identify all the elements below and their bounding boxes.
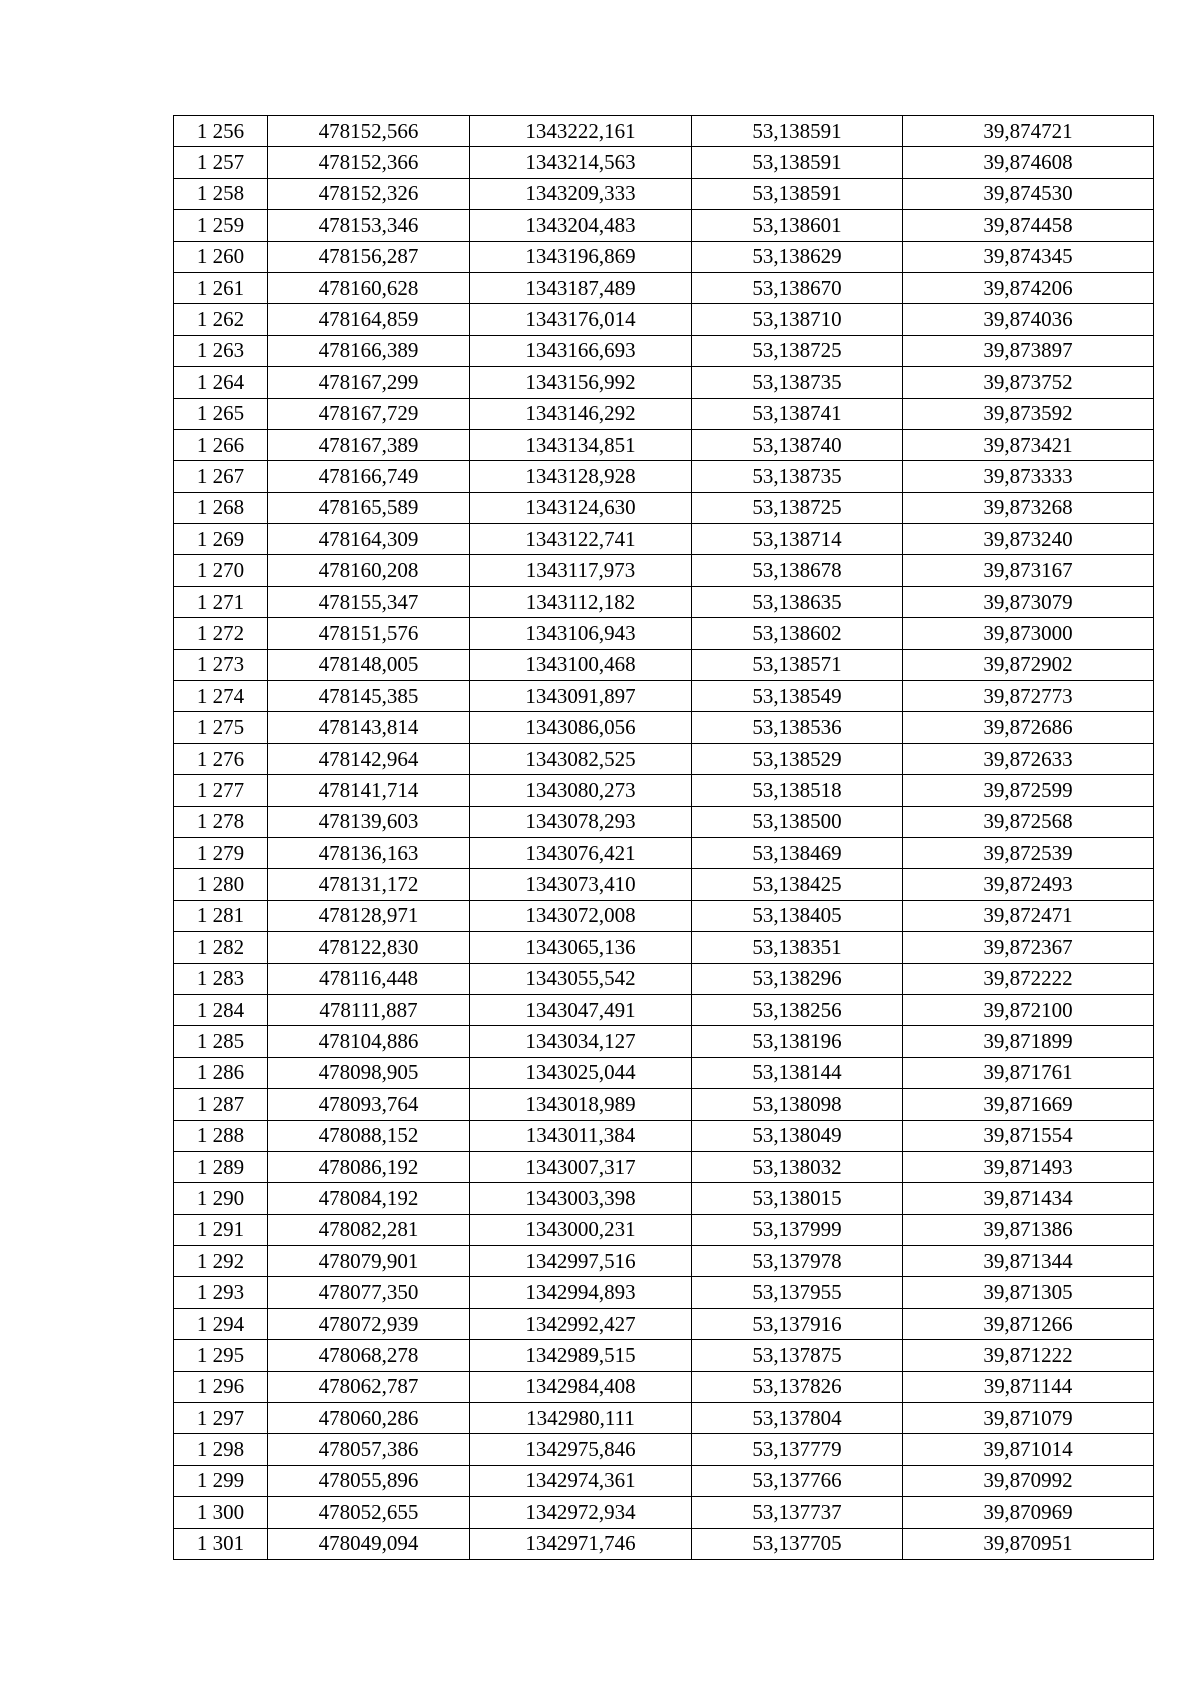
y-coordinate-cell: 1343134,851 xyxy=(470,429,692,460)
table-row xyxy=(174,1151,1154,1182)
latitude-cell: 53,137978 xyxy=(692,1246,903,1277)
point-number-cell: 1 269 xyxy=(174,524,268,555)
y-coordinate-cell: 1343086,056 xyxy=(470,712,692,743)
table-row xyxy=(174,398,1154,429)
y-coordinate-cell: 1343065,136 xyxy=(470,932,692,963)
x-coordinate-cell: 478145,385 xyxy=(268,681,470,712)
y-coordinate-cell: 1343146,292 xyxy=(470,398,692,429)
longitude-cell: 39,871014 xyxy=(903,1434,1154,1465)
longitude-cell: 39,871266 xyxy=(903,1308,1154,1339)
x-coordinate-cell: 478141,714 xyxy=(268,775,470,806)
latitude-cell: 53,138549 xyxy=(692,681,903,712)
point-number-cell: 1 288 xyxy=(174,1120,268,1151)
table-row xyxy=(174,147,1154,178)
y-coordinate-cell: 1342980,111 xyxy=(470,1403,692,1434)
table-row xyxy=(174,555,1154,586)
longitude-cell: 39,874036 xyxy=(903,304,1154,335)
y-coordinate-cell: 1343007,317 xyxy=(470,1151,692,1182)
y-coordinate-cell: 1343047,491 xyxy=(470,994,692,1025)
table-row xyxy=(174,1120,1154,1151)
longitude-cell: 39,873240 xyxy=(903,524,1154,555)
table-row xyxy=(174,586,1154,617)
table-row xyxy=(174,1057,1154,1088)
y-coordinate-cell: 1343156,992 xyxy=(470,367,692,398)
point-number-cell: 1 267 xyxy=(174,461,268,492)
x-coordinate-cell: 478068,278 xyxy=(268,1340,470,1371)
longitude-cell: 39,871899 xyxy=(903,1026,1154,1057)
point-number-cell: 1 258 xyxy=(174,178,268,209)
latitude-cell: 53,137955 xyxy=(692,1277,903,1308)
y-coordinate-cell: 1343003,398 xyxy=(470,1183,692,1214)
point-number-cell: 1 266 xyxy=(174,429,268,460)
table-row xyxy=(174,806,1154,837)
table-row xyxy=(174,178,1154,209)
x-coordinate-cell: 478088,152 xyxy=(268,1120,470,1151)
longitude-cell: 39,873897 xyxy=(903,335,1154,366)
point-number-cell: 1 284 xyxy=(174,994,268,1025)
x-coordinate-cell: 478057,386 xyxy=(268,1434,470,1465)
y-coordinate-cell: 1343034,127 xyxy=(470,1026,692,1057)
point-number-cell: 1 279 xyxy=(174,837,268,868)
y-coordinate-cell: 1343106,943 xyxy=(470,618,692,649)
y-coordinate-cell: 1343011,384 xyxy=(470,1120,692,1151)
longitude-cell: 39,870992 xyxy=(903,1465,1154,1496)
table-row xyxy=(174,1214,1154,1245)
point-number-cell: 1 275 xyxy=(174,712,268,743)
y-coordinate-cell: 1343117,973 xyxy=(470,555,692,586)
y-coordinate-cell: 1343055,542 xyxy=(470,963,692,994)
longitude-cell: 39,874458 xyxy=(903,210,1154,241)
point-number-cell: 1 289 xyxy=(174,1151,268,1182)
y-coordinate-cell: 1343025,044 xyxy=(470,1057,692,1088)
latitude-cell: 53,138032 xyxy=(692,1151,903,1182)
latitude-cell: 53,138144 xyxy=(692,1057,903,1088)
latitude-cell: 53,138518 xyxy=(692,775,903,806)
y-coordinate-cell: 1342994,893 xyxy=(470,1277,692,1308)
y-coordinate-cell: 1343166,693 xyxy=(470,335,692,366)
point-number-cell: 1 271 xyxy=(174,586,268,617)
x-coordinate-cell: 478152,566 xyxy=(268,116,470,147)
x-coordinate-cell: 478072,939 xyxy=(268,1308,470,1339)
y-coordinate-cell: 1343082,525 xyxy=(470,743,692,774)
longitude-cell: 39,873000 xyxy=(903,618,1154,649)
y-coordinate-cell: 1343078,293 xyxy=(470,806,692,837)
x-coordinate-cell: 478084,192 xyxy=(268,1183,470,1214)
latitude-cell: 53,138591 xyxy=(692,178,903,209)
y-coordinate-cell: 1343072,008 xyxy=(470,900,692,931)
latitude-cell: 53,138351 xyxy=(692,932,903,963)
table-row xyxy=(174,743,1154,774)
table-row xyxy=(174,1371,1154,1402)
y-coordinate-cell: 1343112,182 xyxy=(470,586,692,617)
y-coordinate-cell: 1342997,516 xyxy=(470,1246,692,1277)
point-number-cell: 1 277 xyxy=(174,775,268,806)
y-coordinate-cell: 1342972,934 xyxy=(470,1497,692,1528)
x-coordinate-cell: 478148,005 xyxy=(268,649,470,680)
x-coordinate-cell: 478167,299 xyxy=(268,367,470,398)
longitude-cell: 39,872222 xyxy=(903,963,1154,994)
latitude-cell: 53,138602 xyxy=(692,618,903,649)
latitude-cell: 53,138601 xyxy=(692,210,903,241)
latitude-cell: 53,138536 xyxy=(692,712,903,743)
longitude-cell: 39,871305 xyxy=(903,1277,1154,1308)
table-row xyxy=(174,335,1154,366)
y-coordinate-cell: 1343018,989 xyxy=(470,1089,692,1120)
latitude-cell: 53,138591 xyxy=(692,116,903,147)
x-coordinate-cell: 478152,366 xyxy=(268,147,470,178)
longitude-cell: 39,872367 xyxy=(903,932,1154,963)
point-number-cell: 1 290 xyxy=(174,1183,268,1214)
latitude-cell: 53,137737 xyxy=(692,1497,903,1528)
y-coordinate-cell: 1343222,161 xyxy=(470,116,692,147)
x-coordinate-cell: 478156,287 xyxy=(268,241,470,272)
y-coordinate-cell: 1343073,410 xyxy=(470,869,692,900)
y-coordinate-cell: 1343196,869 xyxy=(470,241,692,272)
longitude-cell: 39,871669 xyxy=(903,1089,1154,1120)
y-coordinate-cell: 1343124,630 xyxy=(470,492,692,523)
point-number-cell: 1 263 xyxy=(174,335,268,366)
longitude-cell: 39,873752 xyxy=(903,367,1154,398)
table-row xyxy=(174,775,1154,806)
longitude-cell: 39,871434 xyxy=(903,1183,1154,1214)
x-coordinate-cell: 478077,350 xyxy=(268,1277,470,1308)
latitude-cell: 53,138735 xyxy=(692,461,903,492)
point-number-cell: 1 272 xyxy=(174,618,268,649)
point-number-cell: 1 278 xyxy=(174,806,268,837)
x-coordinate-cell: 478164,309 xyxy=(268,524,470,555)
y-coordinate-cell: 1342971,746 xyxy=(470,1528,692,1559)
table-row xyxy=(174,1465,1154,1496)
table-row xyxy=(174,1403,1154,1434)
table-row xyxy=(174,1277,1154,1308)
longitude-cell: 39,872493 xyxy=(903,869,1154,900)
x-coordinate-cell: 478098,905 xyxy=(268,1057,470,1088)
x-coordinate-cell: 478052,655 xyxy=(268,1497,470,1528)
x-coordinate-cell: 478152,326 xyxy=(268,178,470,209)
table-row xyxy=(174,116,1154,147)
table-row xyxy=(174,994,1154,1025)
latitude-cell: 53,138629 xyxy=(692,241,903,272)
y-coordinate-cell: 1343209,333 xyxy=(470,178,692,209)
table-row xyxy=(174,649,1154,680)
point-number-cell: 1 283 xyxy=(174,963,268,994)
table-row xyxy=(174,932,1154,963)
y-coordinate-cell: 1343128,928 xyxy=(470,461,692,492)
point-number-cell: 1 300 xyxy=(174,1497,268,1528)
longitude-cell: 39,873167 xyxy=(903,555,1154,586)
y-coordinate-cell: 1343187,489 xyxy=(470,272,692,303)
longitude-cell: 39,873268 xyxy=(903,492,1154,523)
table-row xyxy=(174,1308,1154,1339)
latitude-cell: 53,138740 xyxy=(692,429,903,460)
latitude-cell: 53,137705 xyxy=(692,1528,903,1559)
longitude-cell: 39,872568 xyxy=(903,806,1154,837)
point-number-cell: 1 270 xyxy=(174,555,268,586)
longitude-cell: 39,871761 xyxy=(903,1057,1154,1088)
latitude-cell: 53,138635 xyxy=(692,586,903,617)
longitude-cell: 39,870969 xyxy=(903,1497,1154,1528)
latitude-cell: 53,138256 xyxy=(692,994,903,1025)
table-row xyxy=(174,1246,1154,1277)
y-coordinate-cell: 1343000,231 xyxy=(470,1214,692,1245)
latitude-cell: 53,137766 xyxy=(692,1465,903,1496)
latitude-cell: 53,138741 xyxy=(692,398,903,429)
latitude-cell: 53,138015 xyxy=(692,1183,903,1214)
point-number-cell: 1 293 xyxy=(174,1277,268,1308)
x-coordinate-cell: 478122,830 xyxy=(268,932,470,963)
x-coordinate-cell: 478111,887 xyxy=(268,994,470,1025)
x-coordinate-cell: 478104,886 xyxy=(268,1026,470,1057)
longitude-cell: 39,871554 xyxy=(903,1120,1154,1151)
longitude-cell: 39,872686 xyxy=(903,712,1154,743)
x-coordinate-cell: 478082,281 xyxy=(268,1214,470,1245)
longitude-cell: 39,871344 xyxy=(903,1246,1154,1277)
x-coordinate-cell: 478167,729 xyxy=(268,398,470,429)
x-coordinate-cell: 478160,208 xyxy=(268,555,470,586)
table-row xyxy=(174,492,1154,523)
point-number-cell: 1 297 xyxy=(174,1403,268,1434)
table-row xyxy=(174,1026,1154,1057)
x-coordinate-cell: 478160,628 xyxy=(268,272,470,303)
table-row xyxy=(174,1497,1154,1528)
point-number-cell: 1 298 xyxy=(174,1434,268,1465)
point-number-cell: 1 260 xyxy=(174,241,268,272)
table-row xyxy=(174,681,1154,712)
latitude-cell: 53,138591 xyxy=(692,147,903,178)
latitude-cell: 53,138678 xyxy=(692,555,903,586)
longitude-cell: 39,873333 xyxy=(903,461,1154,492)
latitude-cell: 53,137779 xyxy=(692,1434,903,1465)
latitude-cell: 53,138296 xyxy=(692,963,903,994)
y-coordinate-cell: 1342984,408 xyxy=(470,1371,692,1402)
x-coordinate-cell: 478165,589 xyxy=(268,492,470,523)
longitude-cell: 39,874608 xyxy=(903,147,1154,178)
longitude-cell: 39,873592 xyxy=(903,398,1154,429)
point-number-cell: 1 268 xyxy=(174,492,268,523)
table-row xyxy=(174,618,1154,649)
coordinates-table xyxy=(173,115,1154,1560)
x-coordinate-cell: 478142,964 xyxy=(268,743,470,774)
longitude-cell: 39,871386 xyxy=(903,1214,1154,1245)
longitude-cell: 39,873079 xyxy=(903,586,1154,617)
y-coordinate-cell: 1343176,014 xyxy=(470,304,692,335)
table-row xyxy=(174,461,1154,492)
point-number-cell: 1 264 xyxy=(174,367,268,398)
longitude-cell: 39,872633 xyxy=(903,743,1154,774)
longitude-cell: 39,874530 xyxy=(903,178,1154,209)
table-row xyxy=(174,1183,1154,1214)
longitude-cell: 39,872100 xyxy=(903,994,1154,1025)
x-coordinate-cell: 478151,576 xyxy=(268,618,470,649)
latitude-cell: 53,138196 xyxy=(692,1026,903,1057)
table-row xyxy=(174,524,1154,555)
point-number-cell: 1 281 xyxy=(174,900,268,931)
latitude-cell: 53,138469 xyxy=(692,837,903,868)
table-row xyxy=(174,241,1154,272)
table-row xyxy=(174,1340,1154,1371)
latitude-cell: 53,138710 xyxy=(692,304,903,335)
x-coordinate-cell: 478131,172 xyxy=(268,869,470,900)
point-number-cell: 1 294 xyxy=(174,1308,268,1339)
longitude-cell: 39,871079 xyxy=(903,1403,1154,1434)
latitude-cell: 53,137999 xyxy=(692,1214,903,1245)
x-coordinate-cell: 478153,346 xyxy=(268,210,470,241)
point-number-cell: 1 276 xyxy=(174,743,268,774)
y-coordinate-cell: 1342975,846 xyxy=(470,1434,692,1465)
x-coordinate-cell: 478155,347 xyxy=(268,586,470,617)
y-coordinate-cell: 1343214,563 xyxy=(470,147,692,178)
x-coordinate-cell: 478116,448 xyxy=(268,963,470,994)
latitude-cell: 53,138098 xyxy=(692,1089,903,1120)
x-coordinate-cell: 478086,192 xyxy=(268,1151,470,1182)
point-number-cell: 1 282 xyxy=(174,932,268,963)
latitude-cell: 53,138735 xyxy=(692,367,903,398)
longitude-cell: 39,871222 xyxy=(903,1340,1154,1371)
table-row xyxy=(174,210,1154,241)
latitude-cell: 53,137826 xyxy=(692,1371,903,1402)
table-row xyxy=(174,712,1154,743)
table-row xyxy=(174,1434,1154,1465)
y-coordinate-cell: 1343076,421 xyxy=(470,837,692,868)
longitude-cell: 39,872902 xyxy=(903,649,1154,680)
longitude-cell: 39,870951 xyxy=(903,1528,1154,1559)
x-coordinate-cell: 478139,603 xyxy=(268,806,470,837)
latitude-cell: 53,138571 xyxy=(692,649,903,680)
latitude-cell: 53,138049 xyxy=(692,1120,903,1151)
y-coordinate-cell: 1343100,468 xyxy=(470,649,692,680)
longitude-cell: 39,872539 xyxy=(903,837,1154,868)
table-row xyxy=(174,304,1154,335)
table-row xyxy=(174,869,1154,900)
y-coordinate-cell: 1342992,427 xyxy=(470,1308,692,1339)
longitude-cell: 39,874345 xyxy=(903,241,1154,272)
point-number-cell: 1 273 xyxy=(174,649,268,680)
point-number-cell: 1 257 xyxy=(174,147,268,178)
point-number-cell: 1 285 xyxy=(174,1026,268,1057)
latitude-cell: 53,138725 xyxy=(692,335,903,366)
coordinates-table-body xyxy=(174,116,1154,1560)
y-coordinate-cell: 1343091,897 xyxy=(470,681,692,712)
table-row xyxy=(174,1089,1154,1120)
longitude-cell: 39,874721 xyxy=(903,116,1154,147)
x-coordinate-cell: 478093,764 xyxy=(268,1089,470,1120)
point-number-cell: 1 295 xyxy=(174,1340,268,1371)
latitude-cell: 53,137916 xyxy=(692,1308,903,1339)
longitude-cell: 39,872599 xyxy=(903,775,1154,806)
table-row xyxy=(174,367,1154,398)
point-number-cell: 1 292 xyxy=(174,1246,268,1277)
point-number-cell: 1 301 xyxy=(174,1528,268,1559)
y-coordinate-cell: 1343080,273 xyxy=(470,775,692,806)
table-row xyxy=(174,963,1154,994)
point-number-cell: 1 274 xyxy=(174,681,268,712)
y-coordinate-cell: 1342974,361 xyxy=(470,1465,692,1496)
x-coordinate-cell: 478128,971 xyxy=(268,900,470,931)
longitude-cell: 39,872471 xyxy=(903,900,1154,931)
x-coordinate-cell: 478136,163 xyxy=(268,837,470,868)
point-number-cell: 1 296 xyxy=(174,1371,268,1402)
y-coordinate-cell: 1343122,741 xyxy=(470,524,692,555)
table-row xyxy=(174,272,1154,303)
latitude-cell: 53,137875 xyxy=(692,1340,903,1371)
latitude-cell: 53,138405 xyxy=(692,900,903,931)
x-coordinate-cell: 478164,859 xyxy=(268,304,470,335)
x-coordinate-cell: 478055,896 xyxy=(268,1465,470,1496)
x-coordinate-cell: 478060,286 xyxy=(268,1403,470,1434)
x-coordinate-cell: 478079,901 xyxy=(268,1246,470,1277)
point-number-cell: 1 265 xyxy=(174,398,268,429)
table-row xyxy=(174,837,1154,868)
latitude-cell: 53,138714 xyxy=(692,524,903,555)
longitude-cell: 39,871493 xyxy=(903,1151,1154,1182)
latitude-cell: 53,138500 xyxy=(692,806,903,837)
point-number-cell: 1 262 xyxy=(174,304,268,335)
longitude-cell: 39,873421 xyxy=(903,429,1154,460)
table-row xyxy=(174,429,1154,460)
latitude-cell: 53,138670 xyxy=(692,272,903,303)
x-coordinate-cell: 478166,749 xyxy=(268,461,470,492)
y-coordinate-cell: 1342989,515 xyxy=(470,1340,692,1371)
longitude-cell: 39,871144 xyxy=(903,1371,1154,1402)
point-number-cell: 1 280 xyxy=(174,869,268,900)
point-number-cell: 1 286 xyxy=(174,1057,268,1088)
point-number-cell: 1 291 xyxy=(174,1214,268,1245)
point-number-cell: 1 261 xyxy=(174,272,268,303)
x-coordinate-cell: 478049,094 xyxy=(268,1528,470,1559)
table-row xyxy=(174,900,1154,931)
x-coordinate-cell: 478062,787 xyxy=(268,1371,470,1402)
point-number-cell: 1 299 xyxy=(174,1465,268,1496)
table-row xyxy=(174,1528,1154,1559)
y-coordinate-cell: 1343204,483 xyxy=(470,210,692,241)
x-coordinate-cell: 478167,389 xyxy=(268,429,470,460)
latitude-cell: 53,138725 xyxy=(692,492,903,523)
latitude-cell: 53,137804 xyxy=(692,1403,903,1434)
longitude-cell: 39,874206 xyxy=(903,272,1154,303)
latitude-cell: 53,138425 xyxy=(692,869,903,900)
point-number-cell: 1 287 xyxy=(174,1089,268,1120)
point-number-cell: 1 256 xyxy=(174,116,268,147)
longitude-cell: 39,872773 xyxy=(903,681,1154,712)
x-coordinate-cell: 478143,814 xyxy=(268,712,470,743)
x-coordinate-cell: 478166,389 xyxy=(268,335,470,366)
point-number-cell: 1 259 xyxy=(174,210,268,241)
latitude-cell: 53,138529 xyxy=(692,743,903,774)
